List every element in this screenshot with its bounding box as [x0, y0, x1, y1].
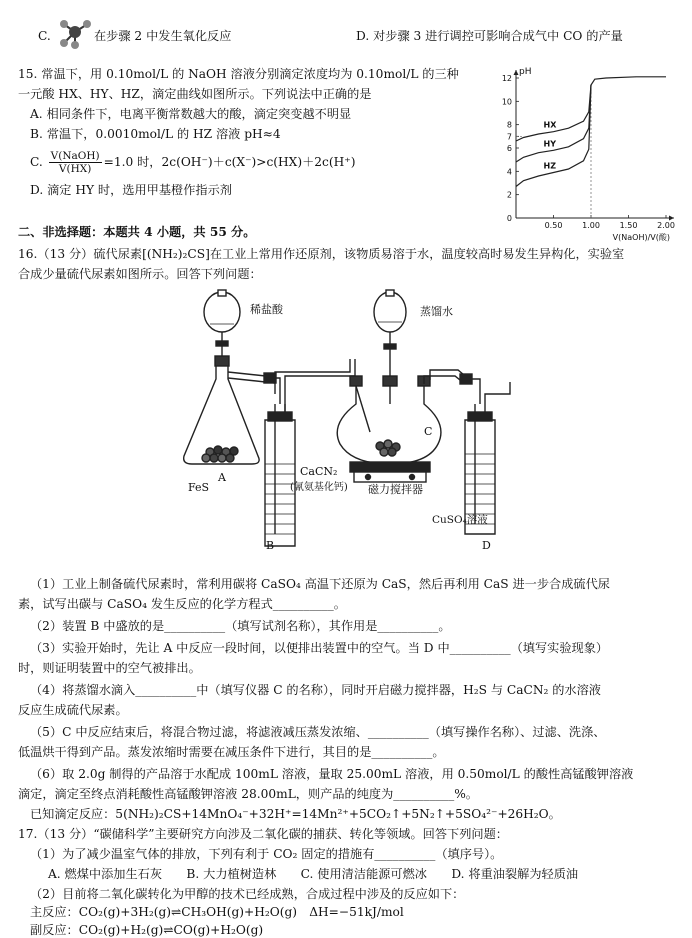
q15-option-a: A. 相同条件下，电离平衡常数越大的酸，滴定突变越不明显: [30, 107, 352, 121]
label-stirrer: 磁力搅拌器: [368, 483, 423, 496]
label-a: A: [218, 471, 226, 484]
q15-option-c-suffix: =1.0 时，2c(OH⁻)＋c(X⁻)>c(HX)＋2c(H⁺): [103, 155, 356, 169]
label-dilute-hcl: 稀盐酸: [250, 303, 283, 316]
q16-part6-line1: （6）取 2.0g 制得的产品溶于水配成 100mL 溶液，量取 25.00mL 溶液，用 0.50mol/L 的酸性高锰酸钾溶液: [30, 767, 634, 781]
q16-part5-line2: 低温烘干得到产品。蒸发浓缩时需要在减压条件下进行，其目的是__________。: [18, 745, 445, 759]
q15-stem-line2: 一元酸 HX、HY、HZ，滴定曲线如图所示。下列说法中正确的是: [18, 87, 372, 101]
section-2-heading: 二、非选择题：本题共 4 小题，共 55 分。: [18, 225, 256, 239]
molecule-model-icon: [56, 15, 92, 51]
series-line-hz: [516, 85, 591, 187]
fraction-denominator: V(HX): [58, 163, 92, 175]
y-axis-label: pH: [519, 67, 532, 77]
y-tick-label: 8: [506, 120, 512, 130]
q16-intro-line2: 合成少量硫代尿素如图所示。回答下列问题：: [18, 267, 262, 281]
series-label-hz: HZ: [543, 161, 556, 171]
y-tick-label: 2: [506, 190, 512, 200]
y-tick-label: 12: [501, 74, 512, 83]
q15-stem-line1: 15. 常温下，用 0.10mol/L 的 NaOH 溶液分别滴定浓度均为 0.10mol/L 的三种: [18, 67, 459, 81]
label-fes: FeS: [188, 481, 210, 494]
q16-part2: （2）装置 B 中盛放的是__________（填写试剂名称），其作用是__________。: [30, 619, 451, 633]
apparatus-b: [265, 359, 355, 546]
q17-side-reaction: 副反应：CO₂(g)+H₂(g)⇌CO(g)+H₂O(g): [30, 923, 264, 937]
q16-part1-line2: 素，试写出碳与 CaSO₄ 发生反应的化学方程式__________。: [18, 597, 346, 611]
origin-label: 0: [506, 214, 512, 223]
label-b: B: [266, 539, 275, 552]
label-cacn2: CaCN₂: [300, 465, 338, 478]
q15-option-d: D. 滴定 HY 时，选用甲基橙作指示剂: [30, 183, 232, 197]
x-axis-arrow: [669, 216, 674, 221]
x-tick-label: 1.50: [619, 221, 638, 230]
option-c-text: 在步骤 2 中发生氧化反应: [94, 29, 232, 43]
q16-part6-reaction: 已知滴定反应：5(NH₂)₂CS+14MnO₄⁻+32H⁺=14Mn²⁺+5CO₂↑+5N₂↑+5SO₄²⁻+26H₂O。: [30, 807, 561, 821]
q17-part1: （1）为了减少温室气体的排放，下列有利于 CO₂ 固定的措施有__________（填序号）。: [30, 847, 503, 861]
y-tick-label: 10: [501, 97, 512, 107]
ratio-fraction: [49, 150, 102, 175]
series-label-hx: HX: [543, 120, 557, 130]
y-tick-label: 4: [506, 167, 512, 177]
x-tick-label: 0.50: [544, 221, 563, 230]
q15-option-c-prefix: C.: [30, 155, 43, 169]
q17-part1-options: A. 燃煤中添加生石灰 B. 大力植树造林 C. 使用清洁能源可燃冰 D. 将重油裂解为轻质油: [48, 867, 579, 881]
label-d: D: [482, 539, 491, 552]
option-d-text: D. 对步骤 3 进行调控可影响合成气中 CO 的产量: [356, 29, 623, 43]
q16-part4-line1: （4）将蒸馏水滴入__________中（填写仪器 C 的名称），同时开启磁力搅拌器，H₂S 与 CaCN₂ 的水溶液: [30, 683, 601, 697]
q17-main-reaction: 主反应：CO₂(g)+3H₂(g)⇌CH₃OH(g)+H₂O(g) ΔH=−51kJ/mol: [30, 905, 404, 919]
y-tick-label: 6: [506, 144, 512, 153]
q16-part5-line1: （5）C 中反应结束后，将混合物过滤，将滤液减压蒸发浓缩、__________（填写操作名称）、过滤、洗涤、: [30, 725, 606, 739]
q16-part4-line2: 反应生成硫代尿素。: [18, 703, 128, 717]
label-distilled-water: 蒸馏水: [420, 305, 453, 318]
option-c-label: C.: [38, 29, 51, 43]
q16-part1-line1: （1）工业上制备硫代尿素时，常利用碳将 CaSO₄ 高温下还原为 CaS，然后再利用 CaS 进一步合成硫代尿: [30, 577, 610, 591]
x-axis-label: V(NaOH)/V(酸): [612, 233, 670, 242]
q16-intro-line1: 16.（13 分）硫代尿素[(NH₂)₂CS]在工业上常用作还原剂，该物质易溶于水，温度较高时易发生异构化，实验室: [18, 247, 625, 261]
series-label-hy: HY: [543, 139, 556, 149]
fraction-numerator: V(NaOH): [50, 150, 100, 162]
q17-intro: 17.（13 分）“碳储科学”主要研究方向涉及二氧化碳的捕获、转化等领域。回答下列问题：: [18, 827, 508, 841]
y-tick-label: 7: [506, 132, 512, 142]
q17-part2: （2）目前将二氧化碳转化为甲醇的技术已经成熟，合成过程中涉及的反应如下：: [30, 887, 465, 901]
y-axis-arrow: [514, 70, 519, 75]
x-tick-label: 2.00: [657, 221, 675, 230]
q16-part6-line2: 滴定，滴定至终点消耗酸性高锰酸钾溶液 28.00mL，则产品的纯度为__________%。: [18, 787, 478, 801]
q16-part3-line1: （3）实验开始时，先让 A 中反应一段时间，以便排出装置中的空气。当 D 中__________（填写实验现象）: [30, 641, 609, 655]
label-c: C: [424, 425, 433, 438]
x-tick-label: 1.00: [582, 221, 600, 230]
label-cacn2-name: (氰氨基化钙): [290, 482, 348, 493]
titration-curve-chart: [490, 66, 680, 248]
q16-part3-line2: 时，则证明装置中的空气被排出。: [18, 661, 201, 675]
q15-option-c: [30, 148, 355, 176]
label-cuso4: CuSO₄溶液: [432, 514, 488, 526]
q15-option-b: B. 常温下，0.0010mol/L 的 HZ 溶液 pH≈4: [30, 127, 281, 141]
